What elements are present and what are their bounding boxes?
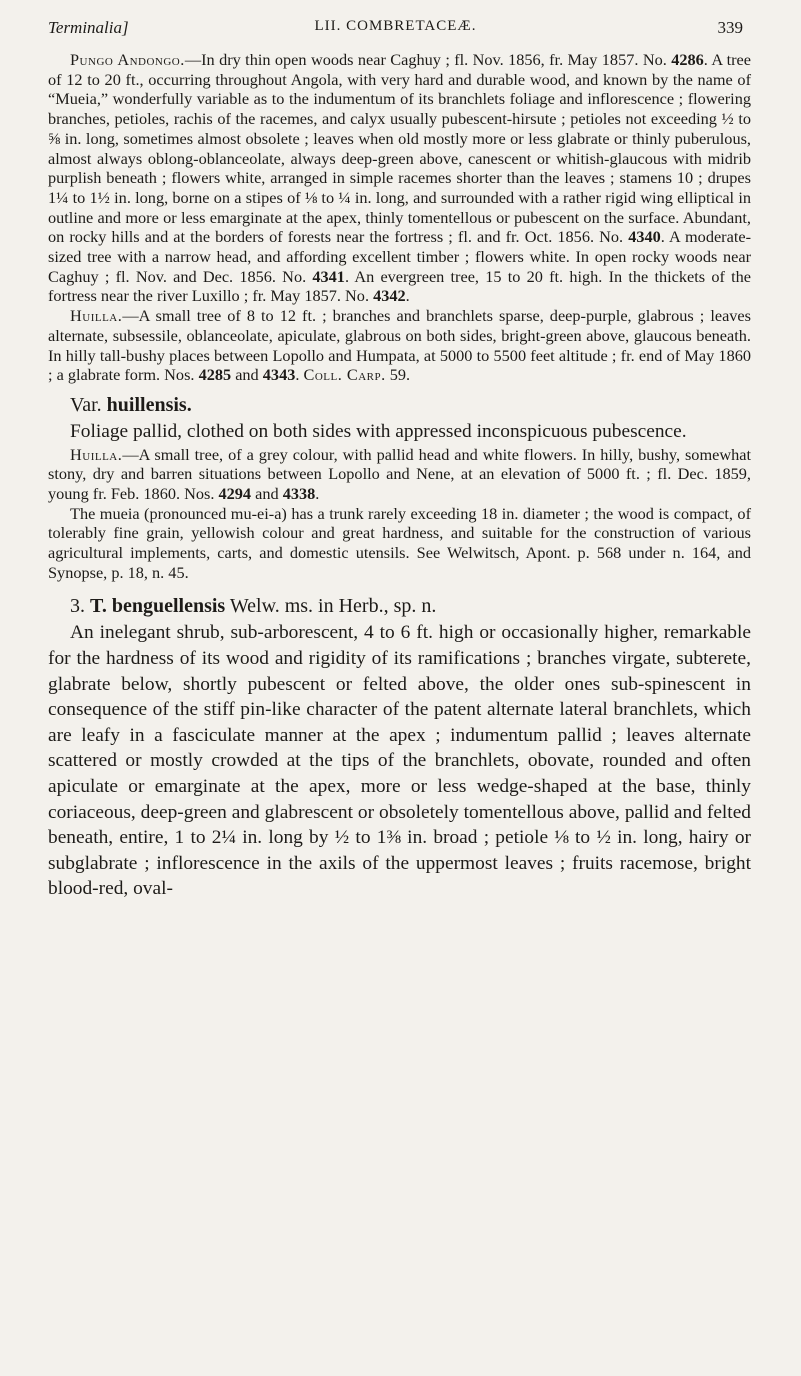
variety-name: huillensis. bbox=[106, 393, 192, 416]
specimen-number: 4342 bbox=[373, 286, 406, 306]
locality: Huilla. bbox=[70, 306, 123, 326]
paragraph-pungo-andongo bbox=[48, 50, 751, 306]
header-genus: Terminalia] bbox=[48, 18, 129, 37]
text-run: and bbox=[231, 365, 263, 385]
paragraph-species-description: An inelegant shrub, sub-arborescent, 4 to 6 ft. high or occasionally higher, remarkable for the hardness of its wood and rigidity of its ramifications ; branches virgate, subterete, glabrate below, shortly pubescent or felted above, the older ones sub-spinescent in consequence of the stiff pin-like character of the patent alternate lateral branchlets, which are leafy in a fasciculate manner at the apex ; indumentum pallid ; leaves alternate scattered or mostly crowded at the tips of the branchlets, obovate, rounded and often apiculate or emarginate at the apex, more or less wedge-shaped at the base, thinly coriaceous, deep-green and glabrescent or obsoletely tomentellous above, pallid and felted beneath, entire, 1 to 2¼ in. long by ½ to 1⅜ in. broad ; petiole ⅛ to ½ in. long, hairy or subglabrate ; inflorescence in the axils of the uppermost leaves ; fruits racemose, bright blood-red, oval- bbox=[48, 622, 751, 900]
species-number: 3. bbox=[70, 595, 90, 618]
paragraph-variety-description: Foliage pallid, clothed on both sides with appressed inconspicuous pubescence. bbox=[70, 420, 687, 442]
text-run: and bbox=[251, 483, 283, 503]
text-run: 59. bbox=[385, 365, 411, 385]
text-run: —A small tree, of a grey colour, with pallid head and white flowers. In hilly, bushy, somewhat stony, dry and barren situations between Lopollo and Nene, at an elevation of 5000 ft. ; fl. Dec. 1859, young fr. Feb. 1860. Nos. bbox=[48, 444, 751, 503]
specimen-number: 4341 bbox=[312, 266, 345, 286]
locality: Huilla. bbox=[70, 444, 123, 464]
text-run: . bbox=[295, 365, 304, 385]
text-run: . An evergreen tree, 15 to 20 ft. high. In the thickets of the fortress near the river Luxillo ; fr. May 1857. No. bbox=[48, 266, 751, 306]
text-run: . A moderate-sized tree with a narrow head, and affording excellent timber ; flowers white. In open rocky woods near Caghuy ; fl. Nov. and Dec. 1856. No. bbox=[48, 227, 752, 286]
header-family: LII. COMBRETACEÆ. bbox=[314, 18, 477, 34]
species-heading bbox=[48, 592, 751, 620]
species-authority: Welw. ms. in Herb., sp. n. bbox=[225, 595, 437, 618]
text-run: —A small tree of 8 to 12 ft. ; branches and branchlets sparse, deep-purple, glabrous ; leaves alternate, subsessile, oblanceolate, apiculate, glabrous on both sides, bright-green above, glaucous beneath. In hilly tall-bushy places between Lopollo and Humpata, at 5000 to 5500 feet altitude ; fr. end of May 1860 ; a glabrate form. Nos. bbox=[48, 306, 751, 385]
specimen-number: 4285 bbox=[198, 365, 232, 385]
text-run: . bbox=[315, 483, 320, 503]
variety-heading bbox=[48, 391, 751, 419]
body-text bbox=[48, 50, 751, 902]
text-run: . bbox=[405, 286, 410, 306]
locality: Pungo Andongo. bbox=[70, 50, 185, 69]
variety-prefix: Var. bbox=[70, 393, 107, 416]
specimen-number: 4343 bbox=[262, 365, 296, 385]
specimen-number: 4338 bbox=[282, 483, 316, 503]
page-number: 339 bbox=[717, 18, 743, 37]
collection-label: Coll. Carp. bbox=[303, 365, 386, 385]
paragraph-huilla bbox=[48, 306, 751, 385]
text-run: —In dry thin open woods near Caghuy ; fl. Nov. 1856, fr. May 1857. No. bbox=[184, 50, 672, 69]
specimen-number: 4340 bbox=[628, 227, 661, 247]
specimen-number: 4294 bbox=[218, 483, 252, 503]
text-run: . A tree of 12 to 20 ft., occurring throughout Angola, with very hard and durable wood, and known by the name of “Mueia,” wonderfully variable as to the indumentum of its branchlets foliage and inflorescence ; flowering branches, petioles, rachis of the racemes, and calyx usually pubescent-hirsute ; petioles not exceeding ½ to ⅝ in. long, sometimes almost obsolete ; leaves when old mostly more or less glabrate or thinly puberulous, almost always oblong-oblanceolate, always deep-green above, canescent or whitish-glaucous with midrib purplish beneath ; flowers white, arranged in simple racemes shorter than the leaves ; stamens 10 ; drupes 1¼ to 1½ in. long, borne on a stipes of ⅛ to ¼ in. long, and surrounded with a rather rigid wing elliptical in outline and more or less emarginate at the apex, thinly tomentellous or pubescent on the surface. Abundant, on rocky hills and at the borders of forests near the fortress ; fl. and fr. Oct. 1856. No. bbox=[48, 50, 751, 247]
running-header bbox=[48, 18, 743, 44]
species-name: T. benguellensis bbox=[90, 595, 226, 618]
specimen-number: 4286 bbox=[671, 50, 704, 69]
paragraph-mueia: The mueia (pronounced mu-ei-a) has a trunk rarely exceeding 18 in. diameter ; the wood is compact, of tolerably fine grain, yellowish colour and great hardness, and suitable for the construction of various agricultural implements, carts, and domestic utensils. See Welwitsch, Apont. p. 568 under n. 164, and Synopse, p. 18, n. 45. bbox=[48, 503, 751, 582]
paragraph-huilla-variety bbox=[48, 445, 751, 504]
